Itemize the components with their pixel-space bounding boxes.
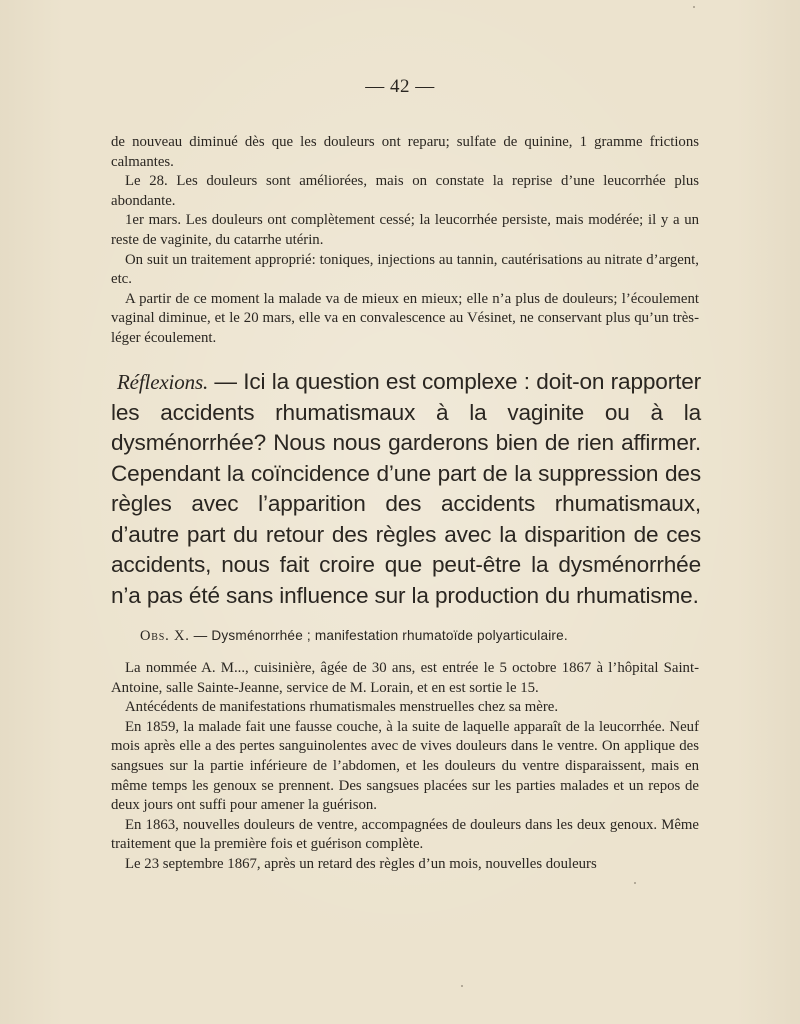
paragraph: Antécédents de manifestations rhumatismales menstruelles chez sa mère. bbox=[125, 699, 559, 716]
paragraph: A partir de ce moment la malade va de mieux en mieux; elle n’a plus de douleurs; l’écoulement vaginal diminue, et le 20 mars, elle va en convalescence au Vésinet, ne conservant plus qu’un très-léger écoulement. bbox=[111, 290, 699, 346]
paper-speck bbox=[693, 6, 695, 8]
paragraph: 1er mars. Les douleurs ont complètement cessé; la leucorrhée persiste, mais modérée; il y a un reste de vaginite, du catarrhe utérin. bbox=[111, 212, 699, 248]
reflexions-text: — Ici la question est complexe : doit-on rapporter les accidents rhumatismaux à la vaginite ou à la dysménorrhée? Nous nous garderons bien de rien affirmer. Cependant la coïncidence d’une part de la suppression des règles avec l’apparition des accidents rhumatismaux, d’autre part du retour des règles avec la disparition de ces accidents, nous fait croire que peut-être la dysménorrhée n’a pas été sans influence sur la production du rhumatisme. bbox=[111, 369, 701, 608]
paper-speck bbox=[461, 985, 463, 987]
reflexions-paragraph bbox=[111, 367, 701, 611]
paragraph: En 1859, la malade fait une fausse couche, à la suite de laquelle apparaît de la leucorrhée. Neuf mois après elle a des pertes sanguinolentes avec de vives douleurs dans le ventre. On applique des sangsues sur la partie inférieure de l’abdomen, et les douleurs du ventre disparaissent, mais en même temps les genoux se prennent. Des sangsues placées sur les parties malades et un repos de deux jours ont suffi pour amener la guérison. bbox=[111, 718, 699, 814]
paragraph: En 1863, nouvelles douleurs de ventre, accompagnées de douleurs dans les deux genoux. Même traitement que la première fois et guérison complète. bbox=[111, 816, 699, 853]
observation-body bbox=[111, 659, 699, 875]
observation-label: Obs. X. bbox=[140, 628, 190, 644]
paragraph: Le 23 septembre 1867, après un retard des règles d’un mois, nouvelles douleurs bbox=[125, 855, 597, 872]
reflexions-label: Réflexions. bbox=[117, 370, 209, 394]
paragraph: Le 28. Les douleurs sont améliorées, mais on constate la reprise d’une leucorrhée plus abondante. bbox=[111, 173, 699, 209]
paper-speck bbox=[634, 882, 636, 884]
paragraph: de nouveau diminué dès que les douleurs ont reparu; sulfate de quinine, 1 gramme frictions calmantes. bbox=[111, 134, 699, 170]
case-continuation bbox=[111, 133, 699, 349]
observation-title: — Dysménorrhée ; manifestation rhumatoïde polyarticulaire. bbox=[189, 628, 568, 643]
page-number: — 42 — bbox=[365, 76, 435, 97]
observation-heading bbox=[140, 627, 700, 645]
paragraph: La nommée A. M..., cuisinière, âgée de 30 ans, est entrée le 5 octobre 1867 à l’hôpital Saint-Antoine, salle Sainte-Jeanne, service de M. Lorain, et en est sortie le 15. bbox=[111, 660, 699, 696]
paragraph: On suit un traitement approprié: toniques, injections au tannin, cautérisations au nitrate d’argent, etc. bbox=[111, 251, 699, 288]
